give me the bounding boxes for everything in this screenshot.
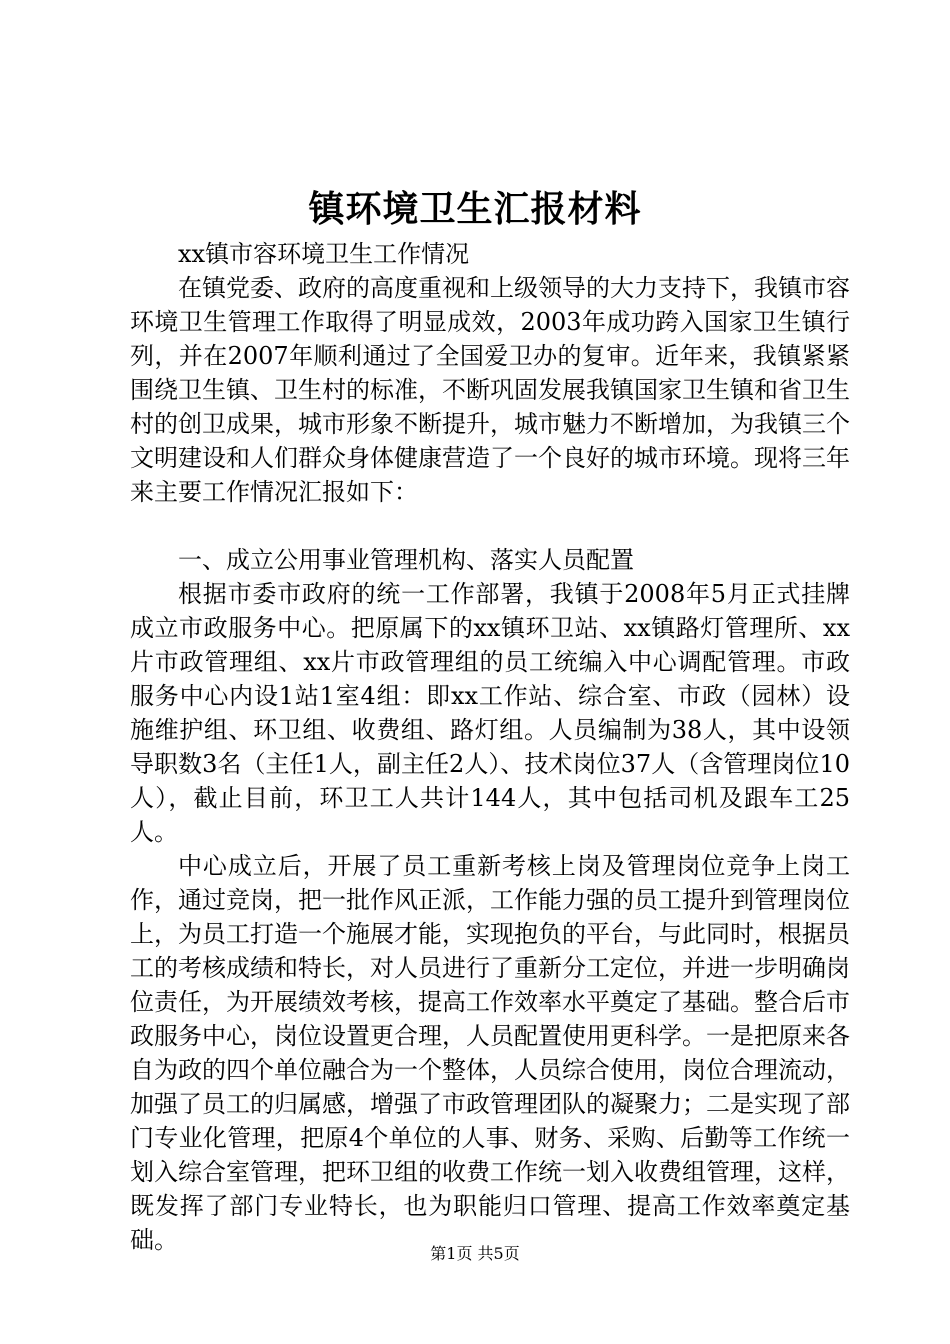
document-body — [130, 237, 850, 1257]
paragraph-spacer — [130, 509, 850, 543]
section-heading: 一、成立公用事业管理机构、落实人员配置 — [178, 546, 634, 574]
document-title: 镇环境卫生汇报材料 — [308, 188, 642, 230]
paragraph-intro: 在镇党委、政府的高度重视和上级领导的大力支持下，我镇市容环境卫生管理工作取得了明显成效，2003年成功跨入国家卫生镇行列，并在2007年顺利通过了全国爱卫办的复审。近年来，我镇紧紧围绕卫生镇、卫生村的标准，不断巩固发展我镇国家卫生镇和省卫生村的创卫成果，城市形象不断提升，城市魅力不断增加，为我镇三个文明建设和人们群众身体健康营造了一个良好的城市环境。现将三年来主要工作情况汇报如下： — [130, 274, 850, 506]
paragraph-organization: 根据市委市政府的统一工作部署，我镇于2008年5月正式挂牌成立市政服务中心。把原属下的xx镇环卫站、xx镇路灯管理所、xx片市政管理组、xx片市政管理组的员工统编入中心调配管理。市政服务中心内设1站1室4组：即xx工作站、综合室、市政（园林）设施维护组、环卫组、收费组、路灯组。人员编制为38人，其中设领导职数3名（主任1人，副主任2人）、技术岗位37人（含管理岗位10人），截止目前，环卫工人共计144人，其中包括司机及跟车工25人。 — [130, 580, 850, 846]
paragraph-restructuring: 中心成立后，开展了员工重新考核上岗及管理岗位竞争上岗工作，通过竞岗，把一批作风正派，工作能力强的员工提升到管理岗位上，为员工打造一个施展才能，实现抱负的平台，与此同时，根据员工的考核成绩和特长，对人员进行了重新分工定位，并进一步明确岗位责任，为开展绩效考核，提高工作效率水平奠定了基础。整合后市政服务中心，岗位设置更合理，人员配置使用更科学。一是把原来各自为政的四个单位融合为一个整体，人员综合使用，岗位合理流动，加强了员工的归属感，增强了市政管理团队的凝聚力；二是实现了部门专业化管理，把原4个单位的人事、财务、采购、后勤等工作统一划入综合室管理，把环卫组的收费工作统一划入收费组管理，这样，既发挥了部门专业特长，也为职能归口管理、提高工作效率奠定基础。 — [130, 852, 850, 1254]
page-footer: 第1页 共5页 — [430, 1244, 520, 1263]
document-subtitle: xx镇市容环境卫生工作情况 — [178, 240, 470, 268]
